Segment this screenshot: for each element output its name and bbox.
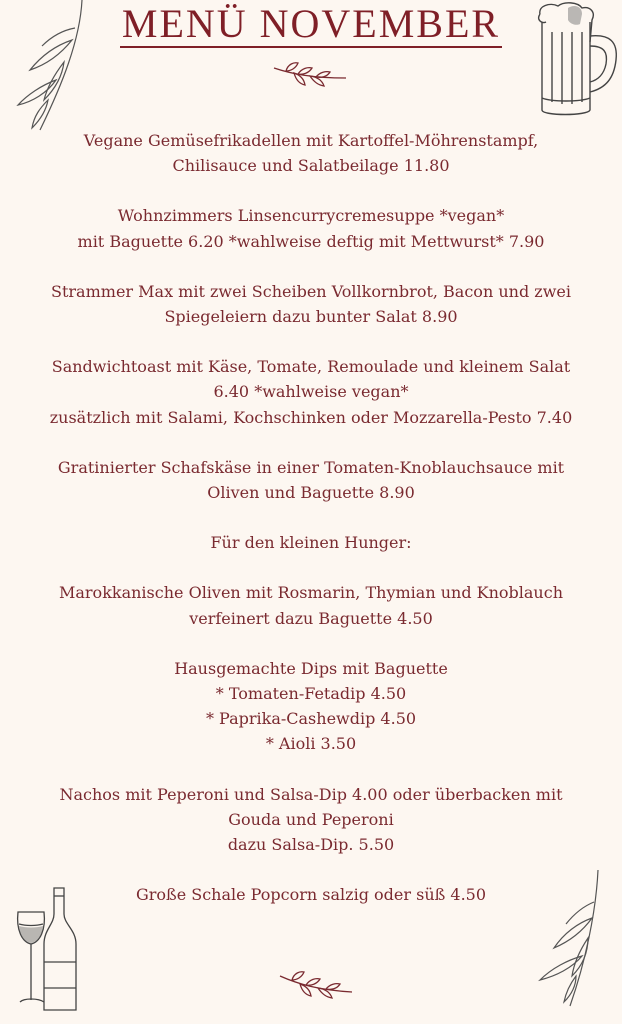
wine-bottle-glass-icon <box>14 884 86 1016</box>
menu-item <box>0 455 622 505</box>
menu-item-line: mit Baguette 6.20 *wahlweise deftig mit Mettwurst* 7.90 <box>77 231 545 251</box>
page-title-text: MENÜ NOVEMBER <box>121 1 501 46</box>
menu-item-line: zusätzlich mit Salami, Kochschinken oder Mozzarella-Pesto 7.40 <box>49 407 573 427</box>
menu-item-line: Chilisauce und Salatbeilage 11.80 <box>172 156 450 176</box>
menu-item-line: Spiegeleiern dazu bunter Salat 8.90 <box>164 307 458 327</box>
menu-item-line: dazu Salsa-Dip. 5.50 <box>227 835 395 855</box>
menu-item-line: * Paprika-Cashewdip 4.50 <box>205 709 417 729</box>
menu-item-line: Nachos mit Peperoni und Salsa-Dip 4.00 oder überbacken mit <box>59 784 563 804</box>
menu-item <box>0 203 622 253</box>
menu-item-line: Marokkanische Oliven mit Rosmarin, Thymian und Knoblauch <box>58 583 563 603</box>
menu-item-line: Strammer Max mit zwei Scheiben Vollkornbrot, Bacon und zwei <box>51 281 571 301</box>
menu-item <box>0 656 622 757</box>
menu-item-line: Sandwichtoast mit Käse, Tomate, Remoulade und kleinem Salat <box>51 357 571 377</box>
menu-item-line: * Aioli 3.50 <box>265 734 357 754</box>
menu-item-line: Wohnzimmers Linsencurrycremesuppe *vegan* <box>117 206 505 226</box>
menu-item <box>0 128 622 178</box>
menu-item <box>0 580 622 630</box>
menu-list <box>0 128 622 932</box>
leaf-branch-icon <box>530 868 610 1008</box>
menu-item <box>0 354 622 430</box>
menu-item-line: Große Schale Popcorn salzig oder süß 4.50 <box>135 885 487 905</box>
section-heading <box>0 530 622 555</box>
menu-item-line: verfeinert dazu Baguette 4.50 <box>189 608 433 628</box>
menu-item-line: Oliven und Baguette 8.90 <box>207 483 415 503</box>
menu-item-line: Vegane Gemüsefrikadellen mit Kartoffel-Möhrenstampf, <box>83 131 539 150</box>
menu-item-line: 6.40 *wahlweise vegan* <box>213 382 409 402</box>
menu-item <box>0 882 622 907</box>
menu-item-line: Gouda und Peperoni <box>228 809 394 829</box>
menu-item-line: Gratinierter Schafskäse in einer Tomaten-Knoblauchsauce mit <box>57 457 565 477</box>
leaf-branch-icon <box>12 0 92 135</box>
menu-item-line: Hausgemachte Dips mit Baguette <box>174 658 448 678</box>
page-title <box>0 2 622 46</box>
beer-mug-icon <box>532 2 622 122</box>
small-sprig-icon <box>272 60 348 96</box>
menu-item-line: * Tomaten-Fetadip 4.50 <box>215 684 407 704</box>
section-heading-text: Für den kleinen Hunger: <box>210 533 412 553</box>
small-sprig-icon <box>278 970 354 1006</box>
menu-item <box>0 279 622 329</box>
menu-item <box>0 782 622 858</box>
